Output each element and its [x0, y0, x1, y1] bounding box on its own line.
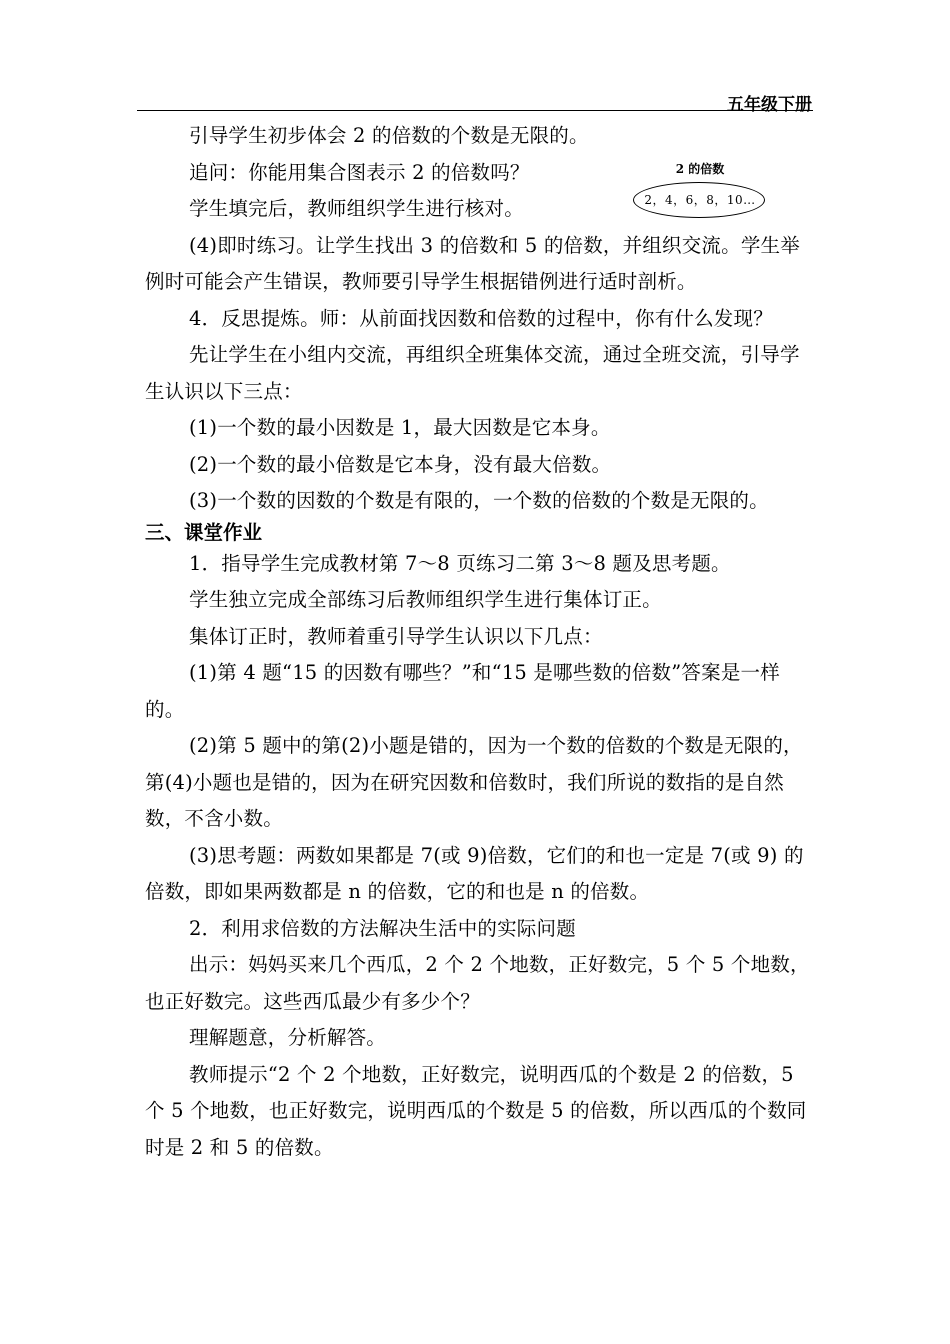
paragraph: (2)第 5 题中的第(2)小题是错的，因为一个数的倍数的个数是无限的，第(4)小题也是错的，因为在研究因数和倍数时，我们所说的数指的是自然数，不含小数。 — [145, 734, 803, 830]
paragraph: (2)一个数的最小倍数是它本身，没有最大倍数。 — [189, 452, 612, 476]
paragraph: 追问：你能用集合图表示 2 的倍数吗？ — [189, 160, 530, 184]
paragraph: (1)一个数的最小因数是 1，最大因数是它本身。 — [189, 416, 611, 439]
section-heading: 三、课堂作业 — [145, 520, 263, 544]
paragraph: (3)一个数的因数的个数是有限的，一个数的倍数的个数是无限的。 — [189, 489, 769, 512]
paragraph: 学生独立完成全部练习后教师组织学生进行集体订正。 — [189, 588, 662, 611]
paragraph: 出示：妈妈买来几个西瓜，2 个 2 个地数，正好数完，5 个 5 个地数，也正好数完。这些西瓜最少有多少个？ — [145, 953, 810, 1013]
paragraph: 1．指导学生完成教材第 7～8 页练习二第 3～8 题及思考题。 — [189, 551, 731, 575]
document-body — [145, 118, 810, 1166]
paragraph: 先让学生在小组内交流，再组织全班集体交流，通过全班交流，引导学生认识以下三点： — [145, 343, 800, 403]
set-diagram-title: 2 的倍数 — [675, 162, 725, 176]
paragraph: 集体订正时，教师着重引导学生认识以下几点： — [189, 624, 603, 648]
paragraph: 教师提示“2 个 2 个地数，正好数完，说明西瓜的个数是 2 的倍数，5 个 5 个地数，也正好数完，说明西瓜的个数是 5 的倍数，所以西瓜的个数同时是 2 和 5 的倍数。 — [145, 1062, 807, 1159]
paragraph: 学生填完后，教师组织学生进行核对。 — [189, 197, 524, 220]
paragraph: 引导学生初步体会 2 的倍数的个数是无限的。 — [189, 124, 589, 147]
set-diagram-items: 2，4，6，8，10… — [644, 193, 756, 207]
paragraph: 理解题意，分析解答。 — [189, 1026, 387, 1049]
header-divider — [137, 110, 813, 111]
page-header-grade: 五年级下册 — [727, 95, 812, 115]
paragraph: (4)即时练习。让学生找出 3 的倍数和 5 的倍数，并组织交流。学生举例时可能会产生错误，教师要引导学生根据错例进行适时剖析。 — [145, 233, 800, 293]
paragraph: 4．反思提炼。师：从前面找因数和倍数的过程中，你有什么发现？ — [189, 306, 773, 330]
paragraph: (1)第 4 题“15 的因数有哪些？”和“15 是哪些数的倍数”答案是一样的。 — [145, 661, 780, 721]
paragraph: (3)思考题：两数如果都是 7(或 9)倍数，它们的和也一定是 7(或 9) 的倍数，即如果两数都是 n 的倍数，它的和也是 n 的倍数。 — [145, 843, 804, 903]
paragraph: 2．利用求倍数的方法解决生活中的实际问题 — [189, 916, 576, 940]
